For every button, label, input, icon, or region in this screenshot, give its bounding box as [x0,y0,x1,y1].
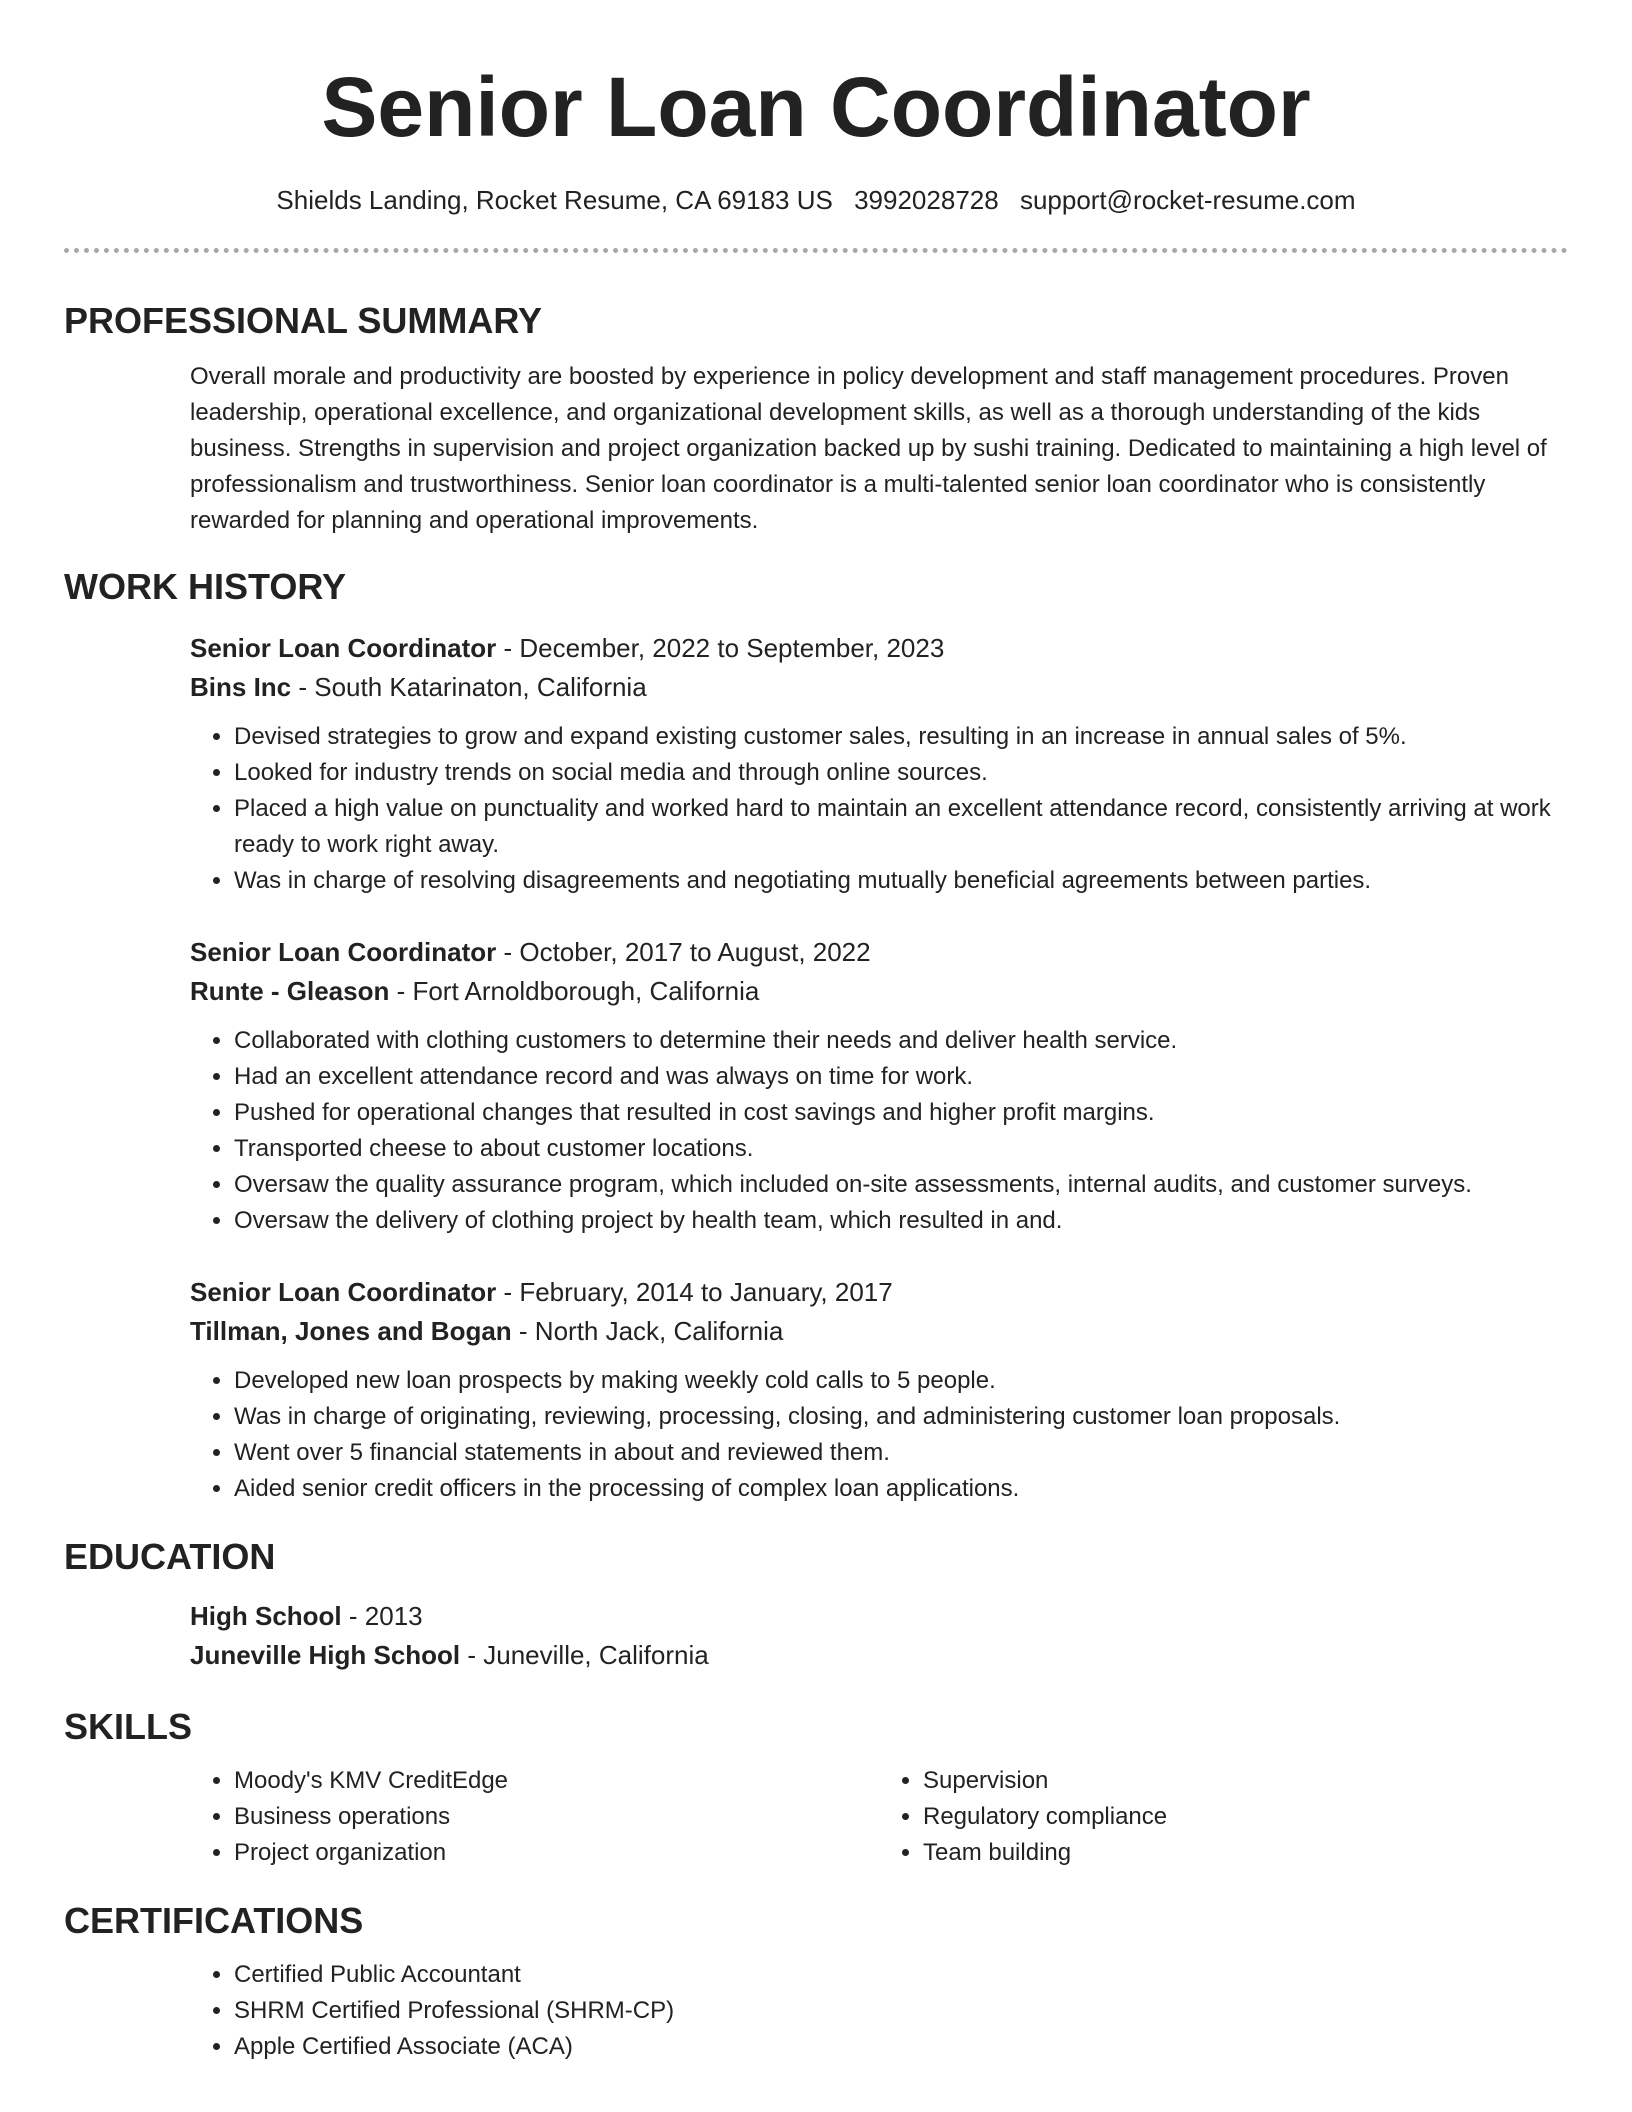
certifications-title: CERTIFICATIONS [64,1900,364,1941]
contact-line [0,182,1632,218]
job-company: Bins Inc [190,672,292,702]
job-company: Tillman, Jones and Bogan [190,1316,512,1346]
education-school-line [190,1636,1568,1675]
certifications-section [64,1897,1568,2065]
summary-body [190,359,1568,539]
contact-email: support@rocket-resume.com [1019,185,1356,215]
job-location: - Fort Arnoldborough, California [389,976,760,1006]
skills-section [64,1703,1568,1871]
job-role: Senior Loan Coordinator [190,937,497,967]
list-item: • Project organization [234,1835,879,1871]
list-item: • Supervision [923,1763,1568,1799]
list-item: • Transported cheese to about customer locations. [234,1131,1568,1167]
job-entry [190,1273,1568,1507]
education-year: - 2013 [341,1601,423,1631]
summary-section [64,297,1568,539]
list-item: • SHRM Certified Professional (SHRM-CP) [234,1993,1568,2029]
job-location: - North Jack, California [511,1316,784,1346]
summary-text: Overall morale and productivity are boosted by experience in policy development and staff management procedures. Proven leadership, operational excellence, and organizational development skills, as well as a thorough understanding of the kids business. Strengths in supervision and project organization backed up by sushi training. Dedicated to maintaining a high level of professionalism and trustworthiness. Senior loan coordinator is a multi-talented senior loan coordinator who is consistently rewarded for planning and operational improvements. [190,363,1547,534]
job-role-line [190,933,1568,972]
list-item: • Moody's KMV CreditEdge [234,1763,879,1799]
education-school: Juneville High School [190,1640,461,1670]
job-location: - South Katarinaton, California [291,672,647,702]
skills-list-right [879,1763,1568,1871]
list-item: • Went over 5 financial statements in about and reviewed them. [234,1435,1568,1471]
job-bullets [190,1023,1568,1239]
education-body [190,1597,1568,1675]
certifications-list [190,1957,1568,2065]
skills-grid [190,1763,1568,1871]
list-item: • Business operations [234,1799,879,1835]
list-item: • Pushed for operational changes that resulted in cost savings and higher profit margins. [234,1095,1568,1131]
education-degree-line [190,1597,1568,1636]
job-role-line [190,1273,1568,1312]
education-location: - Juneville, California [460,1640,709,1670]
list-item: • Was in charge of resolving disagreements and negotiating mutually beneficial agreements between parties. [234,863,1568,899]
job-role: Senior Loan Coordinator [190,1277,497,1307]
job-company-line [190,972,1568,1011]
list-item: • Apple Certified Associate (ACA) [234,2029,1568,2065]
job-dates: - October, 2017 to August, 2022 [496,937,871,967]
skills-list-left [190,1763,879,1871]
resume-name: Senior Loan Coordinator [321,60,1311,154]
education-section [64,1533,1568,1675]
education-degree: High School [190,1601,342,1631]
job-company: Runte - Gleason [190,976,390,1006]
list-item: • Aided senior credit officers in the processing of complex loan applications. [234,1471,1568,1507]
list-item: • Oversaw the delivery of clothing project by health team, which resulted in and. [234,1203,1568,1239]
job-dates: - February, 2014 to January, 2017 [496,1277,893,1307]
job-bullets [190,1363,1568,1507]
header-divider [64,248,1568,253]
job-company-line [190,668,1568,707]
education-title: EDUCATION [64,1536,276,1577]
skills-body [190,1763,1568,1871]
list-item: • Placed a high value on punctuality and worked hard to maintain an excellent attendance record, consistently arriving at work ready to work right away. [234,791,1568,863]
list-item: • Was in charge of originating, reviewing, processing, closing, and administering customer loan proposals. [234,1399,1568,1435]
summary-title: PROFESSIONAL SUMMARY [64,300,543,341]
job-company-line [190,1312,1568,1351]
work-section [64,563,1568,1507]
list-item: • Devised strategies to grow and expand existing customer sales, resulting in an increase in annual sales of 5%. [234,719,1568,755]
skills-title: SKILLS [64,1706,193,1747]
job-dates: - December, 2022 to September, 2023 [496,633,945,663]
job-bullets [190,719,1568,899]
list-item: • Collaborated with clothing customers to determine their needs and deliver health service. [234,1023,1568,1059]
contact-address: Shields Landing, Rocket Resume, CA 69183 US [276,185,833,215]
list-item: • Had an excellent attendance record and was always on time for work. [234,1059,1568,1095]
list-item: • Oversaw the quality assurance program, which included on-site assessments, internal audits, and customer surveys. [234,1167,1568,1203]
job-role-line [190,629,1568,668]
work-body [190,629,1568,1507]
contact-phone: 3992028728 [854,185,999,215]
work-title: WORK HISTORY [64,566,347,607]
job-role: Senior Loan Coordinator [190,633,497,663]
job-entry [190,629,1568,899]
job-entry [190,933,1568,1239]
certifications-body [190,1957,1568,2065]
list-item: • Developed new loan prospects by making weekly cold calls to 5 people. [234,1363,1568,1399]
list-item: • Team building [923,1835,1568,1871]
list-item: • Looked for industry trends on social media and through online sources. [234,755,1568,791]
list-item: • Regulatory compliance [923,1799,1568,1835]
list-item: • Certified Public Accountant [234,1957,1568,1993]
